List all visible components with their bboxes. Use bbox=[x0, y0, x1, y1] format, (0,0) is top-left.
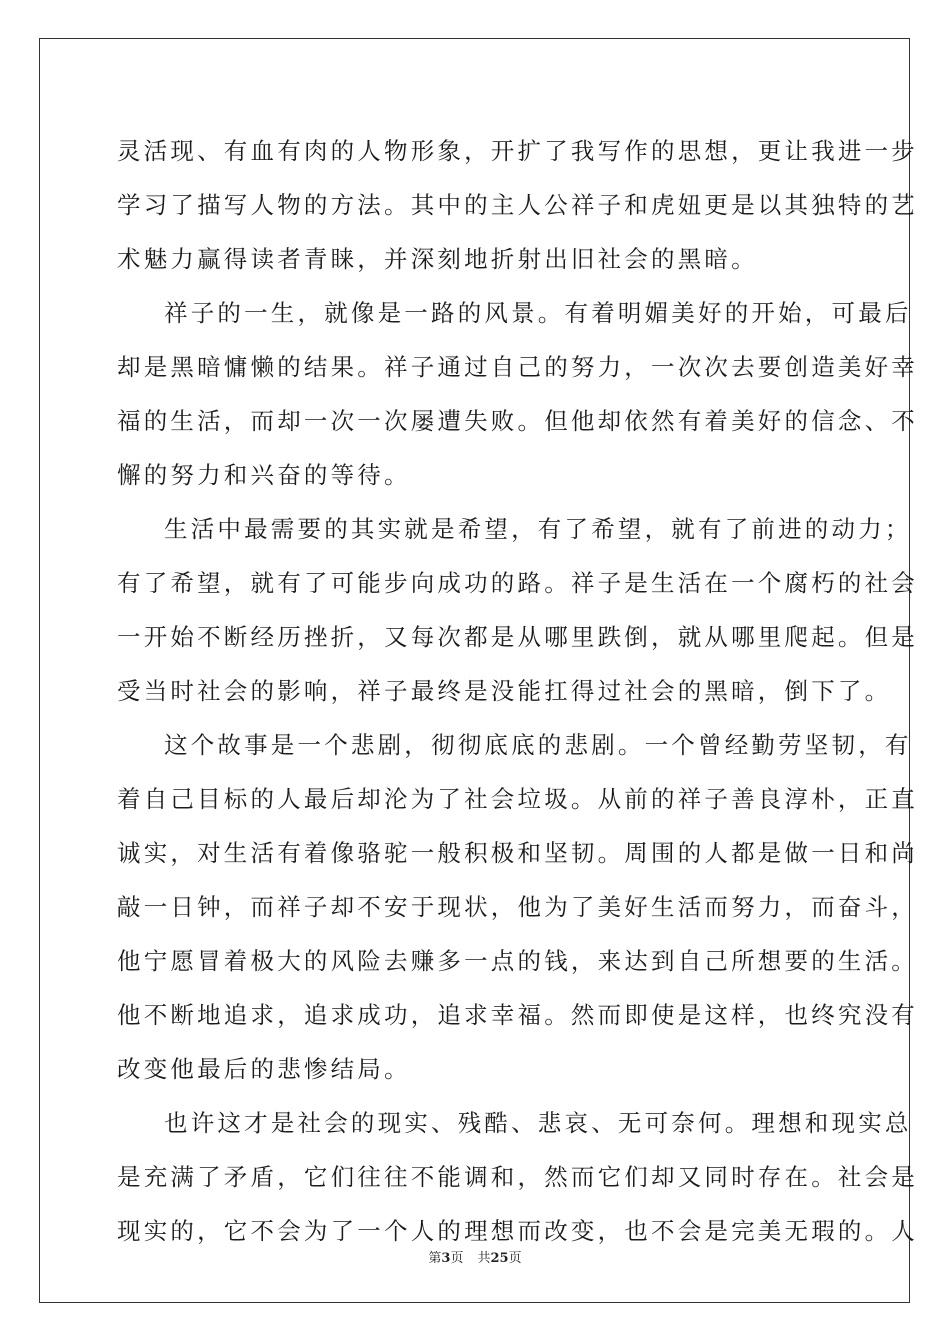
page-footer bbox=[0, 1247, 950, 1266]
text-line: 一开始不断经历挫折，又每次都是从哪里跌倒，就从哪里爬起。但是 bbox=[117, 623, 918, 651]
document-body bbox=[117, 124, 918, 1258]
paragraph-first-line: 也许这才是社会的现实、残酷、悲哀、无可奈何。理想和现实总 bbox=[164, 1109, 912, 1137]
page-prefix: 第 bbox=[428, 1251, 442, 1266]
text-line: 现实的，它不会为了一个人的理想而改变，也不会是完美无瑕的。人 bbox=[117, 1217, 918, 1245]
page-number: 3 bbox=[441, 1251, 451, 1266]
text-line: 他宁愿冒着极大的风险去赚多一点的钱，来达到自己所想要的生活。 bbox=[117, 947, 918, 975]
paragraph-first-line: 生活中最需要的其实就是希望，有了希望，就有了前进的动力； bbox=[164, 515, 912, 543]
text-line: 术魅力赢得读者青睐，并深刻地折射出旧社会的黑暗。 bbox=[117, 245, 758, 273]
total-suffix: 页 bbox=[508, 1251, 522, 1266]
text-line: 灵活现、有血有肉的人物形象，开扩了我写作的思想，更让我进一步 bbox=[117, 137, 918, 165]
text-line: 是充满了矛盾，它们往往不能调和，然而它们却又同时存在。社会是 bbox=[117, 1163, 918, 1191]
page-suffix: 页 bbox=[450, 1251, 464, 1266]
text-line: 他不断地追求，追求成功，追求幸福。然而即使是这样，也终究没有 bbox=[117, 1001, 918, 1029]
text-line: 学习了描写人物的方法。其中的主人公祥子和虎妞更是以其独特的艺 bbox=[117, 191, 918, 219]
paragraph-first-line: 这个故事是一个悲剧，彻彻底底的悲剧。一个曾经勤劳坚韧，有 bbox=[164, 731, 912, 759]
text-line: 敲一日钟，而祥子却不安于现状，他为了美好生活而努力，而奋斗， bbox=[117, 893, 918, 921]
text-line: 诚实，对生活有着像骆驼一般积极和坚韧。周围的人都是做一日和尚 bbox=[117, 839, 918, 867]
total-pages: 25 bbox=[490, 1251, 509, 1266]
total-prefix: 共 bbox=[477, 1251, 491, 1266]
text-line: 有了希望，就有了可能步向成功的路。祥子是生活在一个腐朽的社会 bbox=[117, 569, 918, 597]
text-line: 改变他最后的悲惨结局。 bbox=[117, 1055, 411, 1083]
paragraph-first-line: 祥子的一生，就像是一路的风景。有着明媚美好的开始，可最后 bbox=[164, 299, 912, 327]
text-line: 懈的努力和兴奋的等待。 bbox=[117, 461, 411, 489]
text-line: 受当时社会的影响，祥子最终是没能扛得过社会的黑暗，倒下了。 bbox=[117, 677, 892, 705]
page-indicator bbox=[428, 1251, 463, 1266]
text-line: 着自己目标的人最后却沦为了社会垃圾。从前的祥子善良淳朴，正直 bbox=[117, 785, 918, 813]
text-line: 福的生活，而却一次一次屡遭失败。但他却依然有着美好的信念、不 bbox=[117, 407, 918, 435]
total-pages-indicator bbox=[477, 1251, 521, 1266]
text-line: 却是黑暗慵懒的结果。祥子通过自己的努力，一次次去要创造美好幸 bbox=[117, 353, 918, 381]
